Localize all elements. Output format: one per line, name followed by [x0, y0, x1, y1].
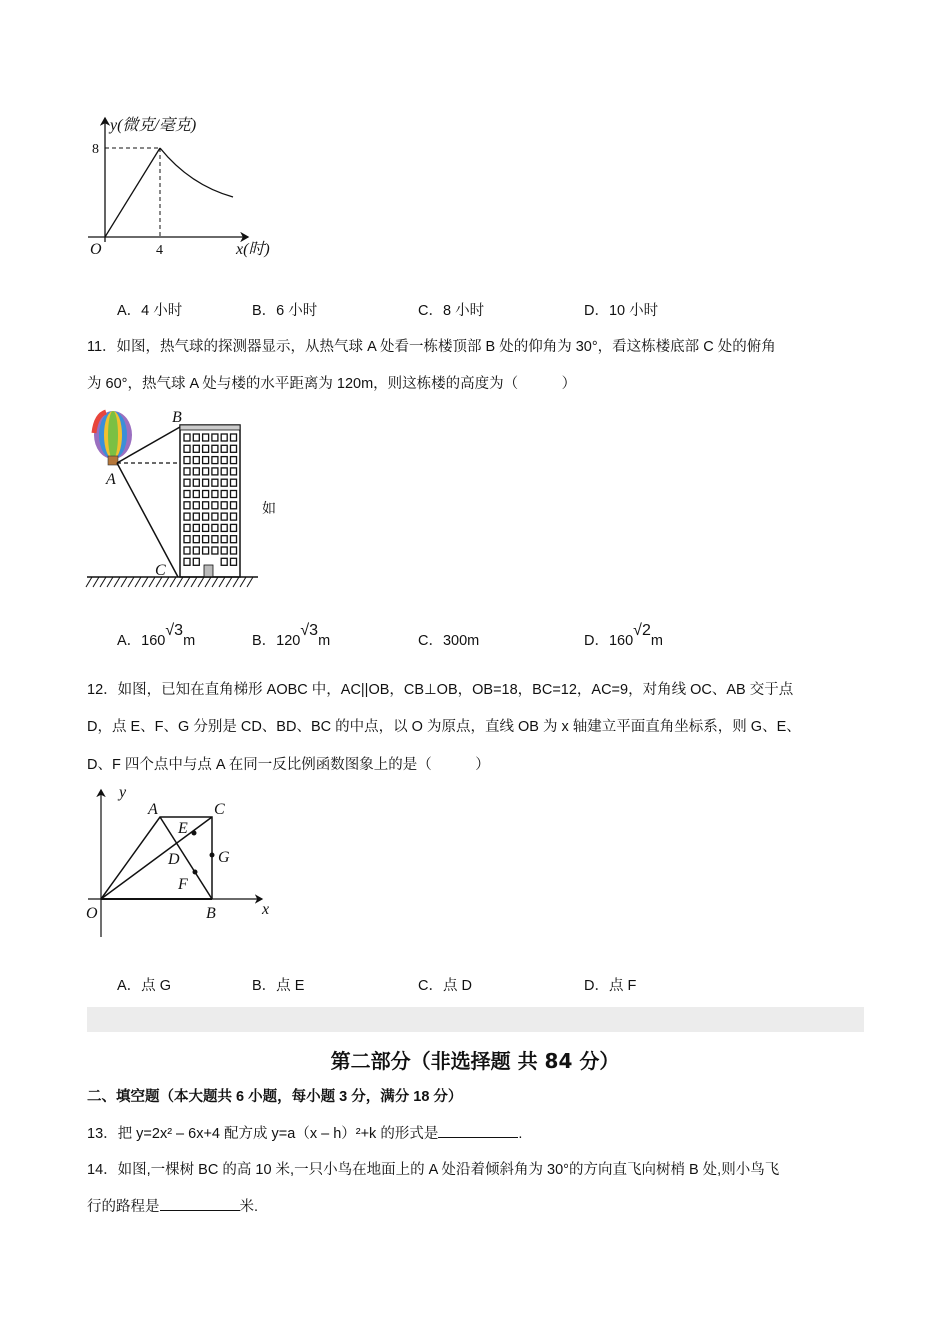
window [184, 536, 190, 543]
q13-text: 13．把 y=2x² – 6x+4 配方成 y=a（x – h）²+k 的形式是 . [87, 1123, 522, 1144]
window [212, 513, 218, 520]
ground-hatch [247, 577, 253, 587]
q14-text-line2: 行的路程是 米. [87, 1196, 258, 1217]
window [212, 445, 218, 452]
window [184, 524, 190, 531]
window [212, 524, 218, 531]
window [231, 479, 237, 486]
q12-text-line2: D，点 E、F、G 分别是 CD、BD、BC 的中点，以 O 为原点，直线 OB 为 x 轴建立平面直角坐标系，则 G、E、 [87, 719, 801, 735]
window [221, 547, 227, 554]
svg-text:F: F [178, 876, 188, 893]
q12-option-d: D．点 F [584, 978, 637, 994]
svg-text:O: O [86, 905, 98, 922]
q10-option-b: B．6 小时 [252, 303, 318, 319]
window [231, 547, 237, 554]
part2-heading: 第二部分（非选择题 共 84 分） [330, 1049, 620, 1073]
svg-text:D: D [168, 851, 180, 868]
window [231, 445, 237, 452]
window [193, 491, 199, 498]
label-b: B [172, 409, 182, 426]
window [203, 457, 209, 464]
window [203, 513, 209, 520]
ground-hatch [205, 577, 211, 587]
window [193, 479, 199, 486]
window [231, 434, 237, 441]
window [184, 457, 190, 464]
answer-blank[interactable] [438, 1123, 518, 1138]
ground-hatch [93, 577, 99, 587]
window [212, 457, 218, 464]
window [221, 457, 227, 464]
window [193, 536, 199, 543]
q12-text-line1: 12．如图，已知在直角梯形 AOBC 中，AC||OB，CB⊥OB，OB=18，BC=12，AC=9，对角线 OC、AB 交于点 [87, 682, 794, 698]
trapezoid-figure [86, 784, 269, 937]
window [203, 445, 209, 452]
window [193, 547, 199, 554]
section-heading: 二、填空题（本大题共 6 小题，每小题 3 分，满分 18 分） [87, 1089, 463, 1105]
window [212, 502, 218, 509]
svg-text:C: C [214, 801, 225, 818]
x-tick: 4 [156, 243, 163, 258]
window [193, 457, 199, 464]
q11-text-line2: 为 60°，热气球 A 处与楼的水平距离为 120m，则这栋楼的高度为（ ） [87, 376, 577, 392]
q11-option-c: C．300m [418, 633, 480, 649]
window [221, 513, 227, 520]
window [193, 558, 199, 565]
window [203, 547, 209, 554]
window [231, 513, 237, 520]
svg-text:E: E [178, 820, 188, 837]
q11-option-a: A．160√3m [117, 622, 196, 649]
window [203, 434, 209, 441]
ground-hatch [219, 577, 225, 587]
q12-text-line3: D、F 四个点中与点 A 在同一反比例函数图象上的是（ ） [87, 757, 490, 773]
window [231, 524, 237, 531]
ground-hatch [240, 577, 246, 587]
ground-hatch [142, 577, 148, 587]
window [184, 491, 190, 498]
ground-hatch [128, 577, 134, 587]
ground-hatch [121, 577, 127, 587]
q11-text-line1: 11．如图，热气球的探测器显示，从热气球 A 处看一栋楼顶部 B 处的仰角为 30°，看这栋楼底部 C 处的俯角 [87, 339, 776, 355]
ground-hatch [114, 577, 120, 587]
q10-option-a: A．4 小时 [117, 303, 183, 319]
q14-text-line1: 14．如图,一棵树 BC 的高 10 米,一只小鸟在地面上的 A 处沿着倾斜角为 30°的方向直飞向树梢 B 处,则小鸟飞 [87, 1162, 780, 1178]
window [203, 491, 209, 498]
window [221, 524, 227, 531]
answer-blank[interactable] [160, 1196, 240, 1211]
q12-option-c: C．点 D [418, 978, 472, 994]
q10-option-c: C．8 小时 [418, 303, 485, 319]
window [221, 536, 227, 543]
window [184, 513, 190, 520]
window [231, 502, 237, 509]
window [221, 468, 227, 475]
window [212, 536, 218, 543]
window [231, 468, 237, 475]
x-axis-label: x(时) [236, 241, 270, 258]
window [184, 558, 190, 565]
window [221, 502, 227, 509]
q11-option-d: D．160√2m [584, 622, 663, 649]
label-c: C [155, 562, 166, 579]
q11-option-b: B．120√3m [252, 622, 331, 649]
divider-bar [87, 1007, 864, 1032]
window [184, 445, 190, 452]
window [193, 513, 199, 520]
y-tick: 8 [92, 142, 99, 157]
ground-hatch [191, 577, 197, 587]
window [231, 457, 237, 464]
side-text: 如 [262, 502, 276, 517]
window [231, 491, 237, 498]
window [221, 491, 227, 498]
ground-hatch [107, 577, 113, 587]
q12-option-a: A．点 G [117, 978, 171, 994]
window [184, 502, 190, 509]
window [231, 558, 237, 565]
ground-hatch [177, 577, 183, 587]
window [203, 524, 209, 531]
window [184, 434, 190, 441]
svg-text:y: y [119, 784, 127, 801]
window [193, 434, 199, 441]
window [203, 479, 209, 486]
window [203, 536, 209, 543]
window [212, 491, 218, 498]
ground-hatch [198, 577, 204, 587]
window [221, 445, 227, 452]
window [203, 468, 209, 475]
window [184, 479, 190, 486]
ground-hatch [184, 577, 190, 587]
window [221, 479, 227, 486]
ground-hatch [212, 577, 218, 587]
balloon-building-figure [86, 409, 276, 587]
window [193, 502, 199, 509]
y-axis-label: y(微克/毫克) [110, 117, 197, 134]
window [193, 445, 199, 452]
window [221, 434, 227, 441]
ground-hatch [226, 577, 232, 587]
window [212, 434, 218, 441]
window [184, 547, 190, 554]
window [193, 468, 199, 475]
svg-text:A: A [148, 801, 158, 818]
svg-text:x: x [262, 901, 270, 918]
q12-option-b: B．点 E [252, 978, 305, 994]
q10-option-d: D．10 小时 [584, 303, 659, 319]
ground-hatch [100, 577, 106, 587]
window [221, 558, 227, 565]
ground-hatch [233, 577, 239, 587]
svg-text:B: B [206, 905, 216, 922]
ground-hatch [135, 577, 141, 587]
origin-label: O [90, 241, 102, 258]
window [203, 502, 209, 509]
ground-hatch [170, 577, 176, 587]
svg-text:G: G [218, 849, 230, 866]
ground-hatch [86, 577, 92, 587]
label-a: A [106, 471, 116, 488]
window [212, 479, 218, 486]
window [184, 468, 190, 475]
window [212, 468, 218, 475]
window [231, 536, 237, 543]
window [212, 547, 218, 554]
window [193, 524, 199, 531]
